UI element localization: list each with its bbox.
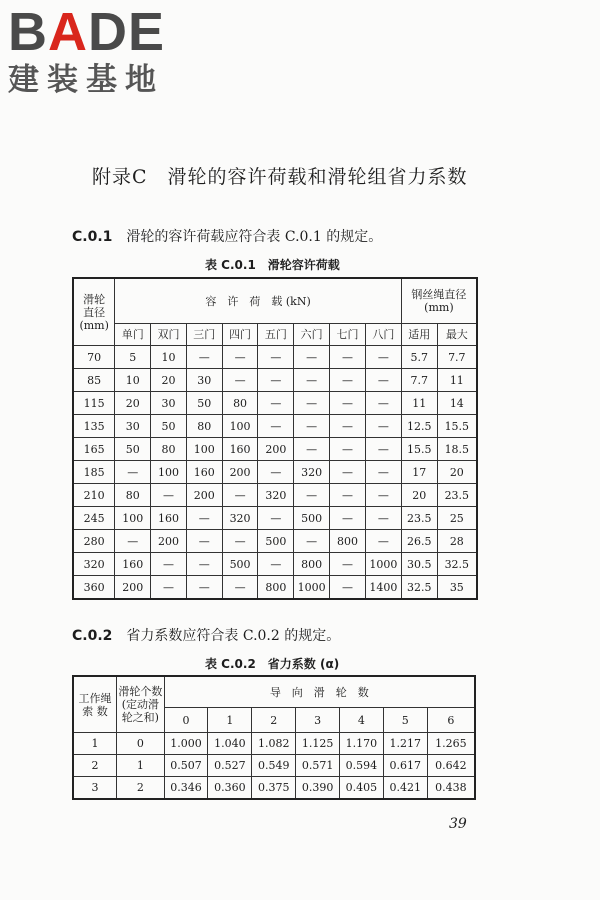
table-cell: — <box>294 369 330 392</box>
clause-c01 <box>72 226 382 246</box>
table-cell: — <box>294 346 330 369</box>
table-cell: 23.5 <box>437 484 477 507</box>
table-cell: — <box>151 576 187 600</box>
table-cell: 500 <box>258 530 294 553</box>
table-cell: — <box>330 346 366 369</box>
table-cell: 26.5 <box>401 530 437 553</box>
table-cell: 0.360 <box>208 777 252 800</box>
table-cell: 1.265 <box>427 733 475 755</box>
table-cell: — <box>258 392 294 415</box>
clause-text: 滑轮的容许荷载应符合表 C.0.1 的规定。 <box>126 229 383 245</box>
table-cell: — <box>330 553 366 576</box>
table-cell: 0.346 <box>164 777 208 800</box>
table-cell: — <box>294 415 330 438</box>
table-cell: 0.594 <box>340 755 384 777</box>
table-cell: 0.571 <box>296 755 340 777</box>
table-row <box>73 484 477 507</box>
table-cell: — <box>365 415 401 438</box>
table-cell: — <box>365 484 401 507</box>
table-cell: 185 <box>73 461 115 484</box>
table-cell: 2 <box>73 755 117 777</box>
table-row <box>73 438 477 461</box>
table-cell: 50 <box>151 415 187 438</box>
pulley-load-table <box>72 277 478 600</box>
table-cell: — <box>294 438 330 461</box>
table-cell: — <box>330 461 366 484</box>
table-cell: 160 <box>186 461 222 484</box>
table-cell: — <box>365 369 401 392</box>
table-row <box>73 415 477 438</box>
table-cell: — <box>151 553 187 576</box>
table-cell: — <box>258 507 294 530</box>
table-cell: 18.5 <box>437 438 477 461</box>
table-cell: 10 <box>151 346 187 369</box>
table-cell: — <box>330 415 366 438</box>
table-cell: 0.507 <box>164 755 208 777</box>
table-cell: 100 <box>151 461 187 484</box>
table-cell: 30 <box>186 369 222 392</box>
table-cell: 1 <box>117 755 165 777</box>
table-cell: 500 <box>222 553 258 576</box>
clause-number: C.0.1 <box>72 229 113 245</box>
table-cell: — <box>365 530 401 553</box>
table-cell: 7.7 <box>437 346 477 369</box>
table-row <box>73 733 475 755</box>
table-cell: — <box>222 530 258 553</box>
table-cell: 15.5 <box>437 415 477 438</box>
table-cell: 5.7 <box>401 346 437 369</box>
table-cell: — <box>365 461 401 484</box>
table-cell: 0.617 <box>383 755 427 777</box>
table-cell: — <box>330 392 366 415</box>
table-cell: — <box>258 553 294 576</box>
table-cell: 320 <box>73 553 115 576</box>
table-cell: — <box>294 484 330 507</box>
table-cell: 1.000 <box>164 733 208 755</box>
table-cell: — <box>258 461 294 484</box>
table-cell: 115 <box>73 392 115 415</box>
table-cell: 30 <box>115 415 151 438</box>
table-cell: 12.5 <box>401 415 437 438</box>
header-pulley-diameter: 滑轮 直径 (mm) <box>73 278 115 346</box>
table-cell: 80 <box>151 438 187 461</box>
table-cell: — <box>186 346 222 369</box>
table-cell: 15.5 <box>401 438 437 461</box>
table-cell: — <box>294 530 330 553</box>
header-allowable-load: 容 许 荷 载 (kN) <box>115 278 401 324</box>
header-rope-diameter: 钢丝绳直径 (mm) <box>401 278 477 324</box>
table-cell: 320 <box>294 461 330 484</box>
table-cell: 360 <box>73 576 115 600</box>
header-working-ropes: 工作绳 索 数 <box>73 676 117 733</box>
subheader-cell: 5 <box>383 708 427 733</box>
table-cell: — <box>222 346 258 369</box>
table-cell: 1.217 <box>383 733 427 755</box>
table-cell: 0 <box>117 733 165 755</box>
header-guide-pulleys: 导 向 滑 轮 数 <box>164 676 475 708</box>
mechanical-advantage-table <box>72 675 476 800</box>
table1-caption: 表 C.0.1 滑轮容许荷载 <box>205 258 340 272</box>
table-cell: 11 <box>401 392 437 415</box>
table-cell: 100 <box>115 507 151 530</box>
table-row <box>73 755 475 777</box>
subheader-cell: 1 <box>208 708 252 733</box>
table-cell: — <box>365 507 401 530</box>
table-cell: — <box>365 346 401 369</box>
table-cell: — <box>186 576 222 600</box>
subheader-cell: 双门 <box>151 324 187 346</box>
clause-number: C.0.2 <box>72 628 113 644</box>
table-cell: — <box>258 346 294 369</box>
subheader-cell: 四门 <box>222 324 258 346</box>
table-cell: — <box>330 507 366 530</box>
table-cell: 135 <box>73 415 115 438</box>
header-pulley-count: 滑轮个数 (定动滑 轮之和) <box>117 676 165 733</box>
subheader-cell: 4 <box>340 708 384 733</box>
table-cell: 30.5 <box>401 553 437 576</box>
table-cell: 160 <box>151 507 187 530</box>
table-cell: 0.438 <box>427 777 475 800</box>
table-subheader-row <box>73 324 477 346</box>
subheader-cell: 单门 <box>115 324 151 346</box>
table-cell: 17 <box>401 461 437 484</box>
subheader-cell: 3 <box>296 708 340 733</box>
table-cell: 50 <box>115 438 151 461</box>
table-cell: 35 <box>437 576 477 600</box>
table-cell: 20 <box>115 392 151 415</box>
table-cell: 1.040 <box>208 733 252 755</box>
table-cell: — <box>222 576 258 600</box>
table-cell: 1.170 <box>340 733 384 755</box>
brand-logo <box>8 4 165 98</box>
table-cell: 5 <box>115 346 151 369</box>
table-cell: 320 <box>258 484 294 507</box>
table-cell: — <box>222 484 258 507</box>
table-cell: 20 <box>437 461 477 484</box>
table-header-row <box>73 278 477 324</box>
table-cell: 85 <box>73 369 115 392</box>
table-row <box>73 507 477 530</box>
table-cell: 800 <box>294 553 330 576</box>
table-cell: — <box>186 507 222 530</box>
table-cell: 200 <box>258 438 294 461</box>
subheader-cell: 七门 <box>330 324 366 346</box>
table-cell: 100 <box>186 438 222 461</box>
table-cell: 0.390 <box>296 777 340 800</box>
table-cell: — <box>258 369 294 392</box>
logo-subtitle: 建装基地 <box>8 62 164 98</box>
table-cell: 20 <box>151 369 187 392</box>
table-cell: 1000 <box>365 553 401 576</box>
table-row <box>73 553 477 576</box>
table-row <box>73 369 477 392</box>
table-cell: 1.082 <box>252 733 296 755</box>
table-row <box>73 576 477 600</box>
table-cell: 20 <box>401 484 437 507</box>
table-cell: 320 <box>222 507 258 530</box>
page-number: 39 <box>449 816 467 832</box>
table-cell: — <box>151 484 187 507</box>
table-row <box>73 346 477 369</box>
table-cell: — <box>222 369 258 392</box>
table-cell: 100 <box>222 415 258 438</box>
table-cell: — <box>365 438 401 461</box>
table-cell: 0.642 <box>427 755 475 777</box>
table-cell: 0.549 <box>252 755 296 777</box>
table-cell: 800 <box>258 576 294 600</box>
appendix-heading: 附录C 滑轮的容许荷载和滑轮组省力系数 <box>92 166 468 188</box>
table-cell: — <box>330 438 366 461</box>
table-cell: — <box>115 530 151 553</box>
table-cell: 25 <box>437 507 477 530</box>
table-cell: 1 <box>73 733 117 755</box>
subheader-cell: 六门 <box>294 324 330 346</box>
table-cell: 1400 <box>365 576 401 600</box>
table-cell: 200 <box>151 530 187 553</box>
table-cell: 200 <box>222 461 258 484</box>
table-cell: 80 <box>186 415 222 438</box>
table-cell: 50 <box>186 392 222 415</box>
table-cell: — <box>258 415 294 438</box>
table-cell: — <box>186 530 222 553</box>
subheader-cell: 2 <box>252 708 296 733</box>
table-cell: — <box>365 392 401 415</box>
clause-text: 省力系数应符合表 C.0.2 的规定。 <box>126 628 341 644</box>
table-cell: 0.527 <box>208 755 252 777</box>
subheader-cell: 6 <box>427 708 475 733</box>
table-cell: 80 <box>115 484 151 507</box>
table2-caption: 表 C.0.2 省力系数 (α) <box>205 657 340 671</box>
table-cell: 200 <box>186 484 222 507</box>
subheader-cell: 适用 <box>401 324 437 346</box>
table-cell: 7.7 <box>401 369 437 392</box>
table-cell: 280 <box>73 530 115 553</box>
table-cell: 0.375 <box>252 777 296 800</box>
subheader-cell: 0 <box>164 708 208 733</box>
table-cell: 10 <box>115 369 151 392</box>
table-cell: 210 <box>73 484 115 507</box>
table-cell: — <box>330 369 366 392</box>
table-cell: 200 <box>115 576 151 600</box>
subheader-cell: 五门 <box>258 324 294 346</box>
table-row <box>73 461 477 484</box>
table-cell: 11 <box>437 369 477 392</box>
table-cell: 160 <box>115 553 151 576</box>
subheader-cell: 八门 <box>365 324 401 346</box>
logo-wordmark: BADE <box>8 2 166 62</box>
table-row <box>73 392 477 415</box>
table-cell: 23.5 <box>401 507 437 530</box>
table-cell: 160 <box>222 438 258 461</box>
table-cell: 245 <box>73 507 115 530</box>
table-row <box>73 777 475 800</box>
table-row <box>73 530 477 553</box>
table-cell: — <box>330 484 366 507</box>
table-cell: 2 <box>117 777 165 800</box>
table-cell: 0.421 <box>383 777 427 800</box>
table-cell: 14 <box>437 392 477 415</box>
table-cell: — <box>186 553 222 576</box>
table-cell: 32.5 <box>437 553 477 576</box>
table-cell: 1000 <box>294 576 330 600</box>
table-cell: — <box>115 461 151 484</box>
subheader-cell: 最大 <box>437 324 477 346</box>
table-cell: 3 <box>73 777 117 800</box>
clause-c02 <box>72 625 340 645</box>
table-cell: 500 <box>294 507 330 530</box>
table-cell: 30 <box>151 392 187 415</box>
table-cell: 32.5 <box>401 576 437 600</box>
subheader-cell: 三门 <box>186 324 222 346</box>
table-cell: 70 <box>73 346 115 369</box>
table-cell: 0.405 <box>340 777 384 800</box>
table-cell: 800 <box>330 530 366 553</box>
table-cell: — <box>330 576 366 600</box>
table-header-row <box>73 676 475 708</box>
table-cell: 80 <box>222 392 258 415</box>
table-cell: 28 <box>437 530 477 553</box>
table-cell: 1.125 <box>296 733 340 755</box>
table-cell: 165 <box>73 438 115 461</box>
table-cell: — <box>294 392 330 415</box>
